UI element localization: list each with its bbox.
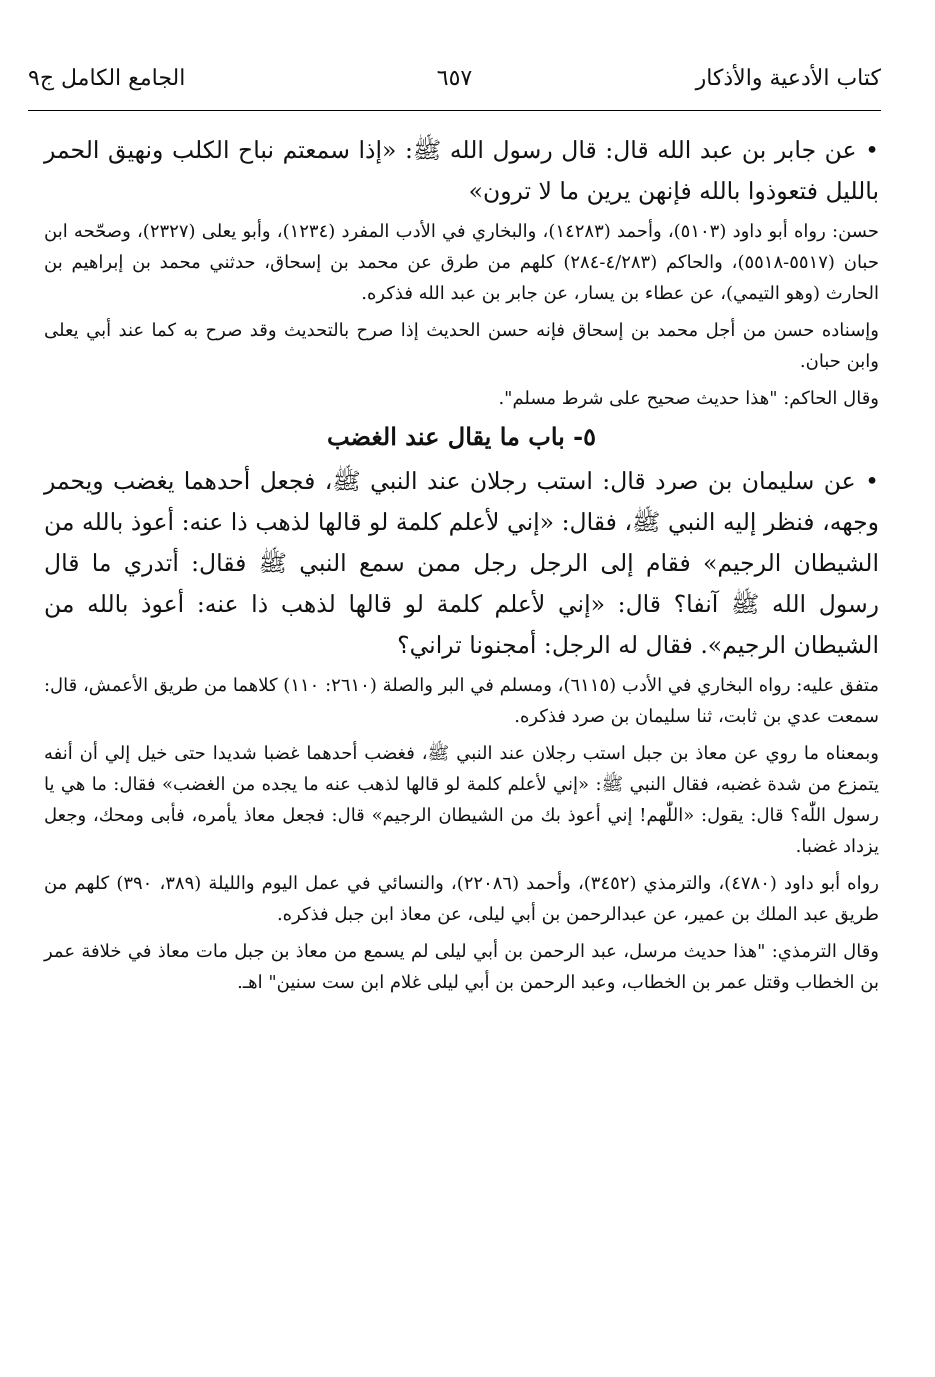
takhrij-paragraph: وقال الحاكم: "هذا حديث صحيح على شرط مسلم". <box>498 388 879 409</box>
running-title-left: الجامع الكامل ج٩ <box>28 66 186 91</box>
running-title-right: كتاب الأدعية والأذكار <box>695 66 881 91</box>
takhrij-paragraph: متفق عليه: رواه البخاري في الأدب (٦١١٥)، ومسلم في البر والصلة (٢٦١٠: ١١٠) كلاهما من طريق الأعمش، قال: سمعت عدي بن ثابت، ثنا سليمان بن صرد فذكره. <box>43 675 879 727</box>
takhrij-paragraph: وبمعناه ما روي عن معاذ بن جبل استب رجلان عند النبي ﷺ، فغضب أحدهما غضبا شديدا حتى خيل إلي أن أنفه يتمزع من شدة غضبه، فقال النبي ﷺ: «إني لأعلم كلمة لو قالها لذهب عنه ما يجده من الغضب» فقال: ما هي يا رسول اللّٰه؟ قال: يقول: «اللّٰهم! إني أعوذ بك من الشيطان الرجيم» قال: فجعل معاذ يأمره، فأبى ومحك، وجعل يزداد غضبا. <box>44 743 879 857</box>
hadith-paragraph: • عن جابر بن عبد الله قال: قال رسول الله ﷺ: «إذا سمعتم نباح الكلب ونهيق الحمر بالليل فتعوذوا بالله فإنهن يرين ما لا ترون» <box>44 136 879 205</box>
hadith-paragraph: • عن سليمان بن صرد قال: استب رجلان عند النبي ﷺ، فجعل أحدهما يغضب ويحمر وجهه، فنظر إليه النبي ﷺ، فقال: «إني لأعلم كلمة لو قالها لذهب ذا عنه: أعوذ بالله من الشيطان الرجيم» فقام إلى الرجل رجل ممن سمع النبي ﷺ فقال: أتدري ما قال رسول الله ﷺ آنفا؟ قال: «إني لأعلم كلمة لو قالها لذهب ذا عنه: أعوذ بالله من الشيطان الرجيم». فقال له الرجل: أمجنونا تراني؟ <box>44 467 879 659</box>
takhrij-paragraph: وإسناده حسن من أجل محمد بن إسحاق فإنه حسن الحديث إذا صرح بالتحديث وقد صرح به كما عند أبي يعلى وابن حبان. <box>44 320 879 372</box>
takhrij-paragraph: وقال الترمذي: "هذا حديث مرسل، عبد الرحمن بن أبي ليلى لم يسمع من معاذ بن جبل مات معاذ في خلافة عمر بن الخطاب وقتل عمر بن الخطاب، وعبد الرحمن بن أبي ليلى غلام ابن ست سنين" اهـ. <box>44 941 879 993</box>
page-number: ٦٥٧ <box>436 66 473 91</box>
takhrij-paragraph: رواه أبو داود (٤٧٨٠)، والترمذي (٣٤٥٢)، وأحمد (٢٢٠٨٦)، والنسائي في عمل اليوم والليلة (٣٨٩، ٣٩٠) كلهم من طريق عبد الملك بن عمير، عن عبدالرحمن بن أبي ليلى، عن معاذ ابن جبل فذكره. <box>44 873 879 925</box>
header-rule <box>28 110 881 111</box>
page-body <box>44 130 879 1004</box>
page-header <box>28 58 881 98</box>
takhrij-paragraph: حسن: رواه أبو داود (٥١٠٣)، وأحمد (١٤٢٨٣)، والبخاري في الأدب المفرد (١٢٣٤)، وأبو يعلى (٢٣٢٧)، وصحّحه ابن حبان (٥٥١٧-٥٥١٨)، والحاكم (٤/٢٨٣-٢٨٤) كلهم من طرق عن محمد بن إسحاق، حدثني محمد بن إبراهيم بن الحارث (وهو التيمي)، عن عطاء بن يسار، عن جابر بن عبد الله فذكره. <box>44 221 879 304</box>
chapter-heading: ٥- باب ما يقال عند الغضب <box>326 422 597 451</box>
